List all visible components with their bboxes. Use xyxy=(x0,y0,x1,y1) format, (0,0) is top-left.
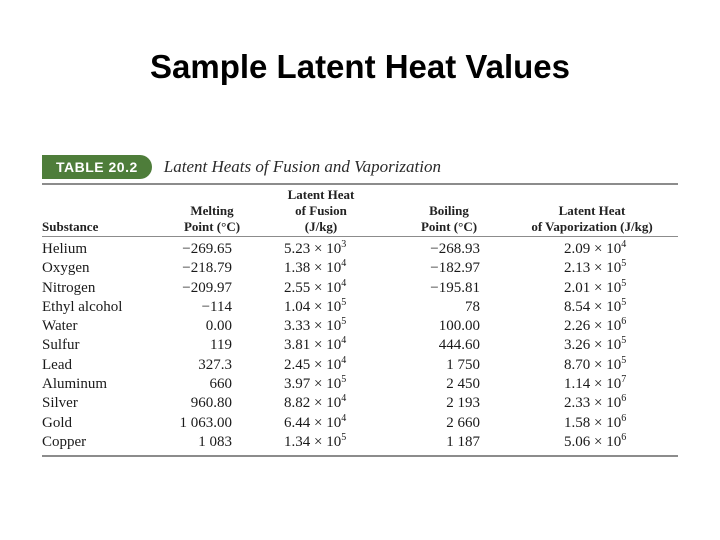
fusion-mantissa: 1.04 xyxy=(284,298,311,315)
fusion-mantissa: 5.23 xyxy=(284,241,311,257)
table-bottom-rule xyxy=(42,455,678,457)
table-header xyxy=(42,187,678,235)
cell-melting-point: 0.00 xyxy=(205,318,232,335)
header-line: Point (°C) xyxy=(183,219,241,234)
cell-melting-point: −114 xyxy=(201,298,232,315)
fusion-exponent: 4 xyxy=(341,393,347,405)
fusion-exponent: 5 xyxy=(341,296,347,308)
cell-latent-heat-vaporization: $2.33 \times 10^6$ xyxy=(564,393,627,412)
cell-melting-point: 1 083 xyxy=(198,433,232,450)
vapor-mantissa: 2.26 xyxy=(564,318,591,335)
cell-boiling-point: 1 187 xyxy=(446,433,480,450)
table-row xyxy=(42,336,678,355)
header-melting-point xyxy=(152,203,272,235)
cell-melting-point: 960.80 xyxy=(190,395,232,412)
table-row xyxy=(42,394,678,413)
cell-latent-heat-vaporization: $1.14 \times 10^7$ xyxy=(564,374,627,393)
cell-latent-heat-vaporization: $8.54 \times 10^5$ xyxy=(564,296,627,315)
header-substance-line: Substance xyxy=(42,219,99,234)
vapor-mantissa: 1.14 xyxy=(564,376,591,393)
vapor-exponent: 4 xyxy=(621,239,627,250)
table-header-rule xyxy=(42,236,678,237)
fusion-mantissa: 2.55 xyxy=(284,279,311,296)
cell-latent-heat-fusion: $8.82 \times 10^4$ xyxy=(284,393,347,412)
header-line: Boiling xyxy=(429,203,469,218)
fusion-exponent: 4 xyxy=(341,412,347,424)
cell-boiling-point: 2 450 xyxy=(446,376,480,393)
fusion-exponent: 5 xyxy=(341,374,347,386)
fusion-mantissa: 1.34 xyxy=(284,433,311,450)
header-line: (J/kg) xyxy=(304,219,338,234)
header-line: of Fusion xyxy=(295,203,347,218)
header-line: Point (°C) xyxy=(420,219,478,234)
cell-latent-heat-vaporization: $1.58 \times 10^6$ xyxy=(564,412,627,431)
cell-melting-point: 327.3 xyxy=(198,356,232,373)
fusion-mantissa: 6.44 xyxy=(284,414,311,431)
table-row xyxy=(42,317,678,336)
cell-latent-heat-fusion: $3.97 \times 10^5$ xyxy=(284,374,347,393)
table-row xyxy=(42,279,678,298)
vapor-mantissa: 8.70 xyxy=(564,356,591,373)
fusion-exponent: 4 xyxy=(341,277,347,289)
cell-boiling-point: 100.00 xyxy=(438,318,480,335)
cell-substance: Nitrogen xyxy=(42,279,96,296)
fusion-mantissa: 1.38 xyxy=(284,260,311,277)
cell-latent-heat-vaporization: $2.01 \times 10^5$ xyxy=(564,277,627,296)
table-row xyxy=(42,298,678,317)
table-top-rule xyxy=(42,183,678,185)
header-line: Latent Heat xyxy=(558,203,626,218)
vapor-exponent: 7 xyxy=(621,374,627,386)
vapor-mantissa: 2.09 xyxy=(564,241,591,257)
vapor-exponent: 6 xyxy=(621,431,627,443)
cell-melting-point: 119 xyxy=(210,337,232,354)
cell-latent-heat-vaporization: $2.13 \times 10^5$ xyxy=(564,258,627,277)
cell-boiling-point: −182.97 xyxy=(430,260,480,277)
header-substance xyxy=(42,219,98,235)
cell-latent-heat-fusion: $1.38 \times 10^4$ xyxy=(284,258,347,277)
fusion-exponent: 5 xyxy=(341,316,347,328)
cell-latent-heat-vaporization: $8.70 \times 10^5$ xyxy=(564,354,627,373)
cell-substance: Oxygen xyxy=(42,260,90,277)
cell-latent-heat-vaporization: $2.09 \times 10^4$ xyxy=(564,239,627,257)
vapor-mantissa: 3.26 xyxy=(564,337,591,354)
cell-substance: Sulfur xyxy=(42,337,80,354)
cell-latent-heat-vaporization: $2.26 \times 10^6$ xyxy=(564,316,627,335)
vapor-mantissa: 2.33 xyxy=(564,395,591,412)
cell-melting-point: 1 063.00 xyxy=(179,414,232,431)
table-row xyxy=(42,433,678,452)
vapor-exponent: 6 xyxy=(621,393,627,405)
cell-latent-heat-vaporization: $3.26 \times 10^5$ xyxy=(564,335,627,354)
vapor-exponent: 6 xyxy=(621,316,627,328)
table-caption xyxy=(42,155,441,179)
cell-substance: Gold xyxy=(42,414,72,431)
cell-boiling-point: 78 xyxy=(465,298,480,315)
vapor-exponent: 6 xyxy=(621,412,627,424)
fusion-exponent: 4 xyxy=(341,258,347,270)
header-line: Latent Heat xyxy=(287,187,355,202)
cell-melting-point: −218.79 xyxy=(182,260,232,277)
cell-melting-point: 660 xyxy=(209,376,232,393)
vapor-mantissa: 8.54 xyxy=(564,298,591,315)
vapor-exponent: 5 xyxy=(621,354,627,366)
cell-latent-heat-fusion: $6.44 \times 10^4$ xyxy=(284,412,347,431)
cell-latent-heat-fusion: $3.33 \times 10^5$ xyxy=(284,316,347,335)
cell-latent-heat-fusion: $5.23 \times 10^3$ xyxy=(284,239,347,257)
cell-boiling-point: 2 660 xyxy=(446,414,480,431)
vapor-mantissa: 2.13 xyxy=(564,260,591,277)
cell-latent-heat-vaporization: $5.06 \times 10^6$ xyxy=(564,431,627,450)
table-row xyxy=(42,414,678,433)
table-row xyxy=(42,259,678,278)
cell-latent-heat-fusion: $2.55 \times 10^4$ xyxy=(284,277,347,296)
cell-boiling-point: 444.60 xyxy=(438,337,480,354)
vapor-mantissa: 5.06 xyxy=(564,433,591,450)
vapor-exponent: 5 xyxy=(621,277,627,289)
cell-substance: Silver xyxy=(42,395,78,412)
table-row xyxy=(42,375,678,394)
vapor-exponent: 5 xyxy=(621,335,627,347)
fusion-mantissa: 8.82 xyxy=(284,395,311,412)
header-boiling-point xyxy=(394,203,504,235)
table-number-badge: TABLE 20.2 xyxy=(42,155,152,179)
cell-substance: Copper xyxy=(42,433,87,450)
fusion-mantissa: 3.33 xyxy=(284,318,311,335)
header-line: Melting xyxy=(190,203,234,218)
cell-melting-point: −209.97 xyxy=(182,279,232,296)
vapor-mantissa: 1.58 xyxy=(564,414,591,431)
cell-substance: Water xyxy=(42,318,78,335)
cell-boiling-point: 1 750 xyxy=(446,356,480,373)
vapor-exponent: 5 xyxy=(621,296,627,308)
header-latent-heat-vaporization xyxy=(506,203,678,235)
cell-latent-heat-fusion: $1.34 \times 10^5$ xyxy=(284,431,347,450)
fusion-exponent: 4 xyxy=(341,335,347,347)
fusion-exponent: 5 xyxy=(341,431,347,443)
fusion-mantissa: 2.45 xyxy=(284,356,311,373)
cell-latent-heat-fusion: $2.45 \times 10^4$ xyxy=(284,354,347,373)
cell-boiling-point: 2 193 xyxy=(446,395,480,412)
cell-latent-heat-fusion: $3.81 \times 10^4$ xyxy=(284,335,347,354)
cell-melting-point: −269.65 xyxy=(182,241,232,257)
header-latent-heat-fusion xyxy=(270,187,372,235)
table-caption-text: Latent Heats of Fusion and Vaporization xyxy=(163,157,441,176)
fusion-exponent: 4 xyxy=(341,354,347,366)
cell-substance: Aluminum xyxy=(42,376,108,393)
table-row xyxy=(42,240,678,259)
fusion-mantissa: 3.81 xyxy=(284,337,311,354)
slide-title: Sample Latent Heat Values xyxy=(150,48,570,85)
cell-substance: Helium xyxy=(42,241,87,257)
vapor-exponent: 5 xyxy=(621,258,627,270)
vapor-mantissa: 2.01 xyxy=(564,279,591,296)
fusion-mantissa: 3.97 xyxy=(284,376,311,393)
fusion-exponent: 3 xyxy=(341,239,347,250)
cell-boiling-point: −195.81 xyxy=(430,279,480,296)
cell-substance: Lead xyxy=(42,356,72,373)
header-line: of Vaporization (J/kg) xyxy=(531,219,653,234)
cell-latent-heat-fusion: $1.04 \times 10^5$ xyxy=(284,296,347,315)
cell-boiling-point: −268.93 xyxy=(430,241,480,257)
table-body xyxy=(42,240,678,452)
cell-substance: Ethyl alcohol xyxy=(42,298,123,315)
table-row xyxy=(42,356,678,375)
